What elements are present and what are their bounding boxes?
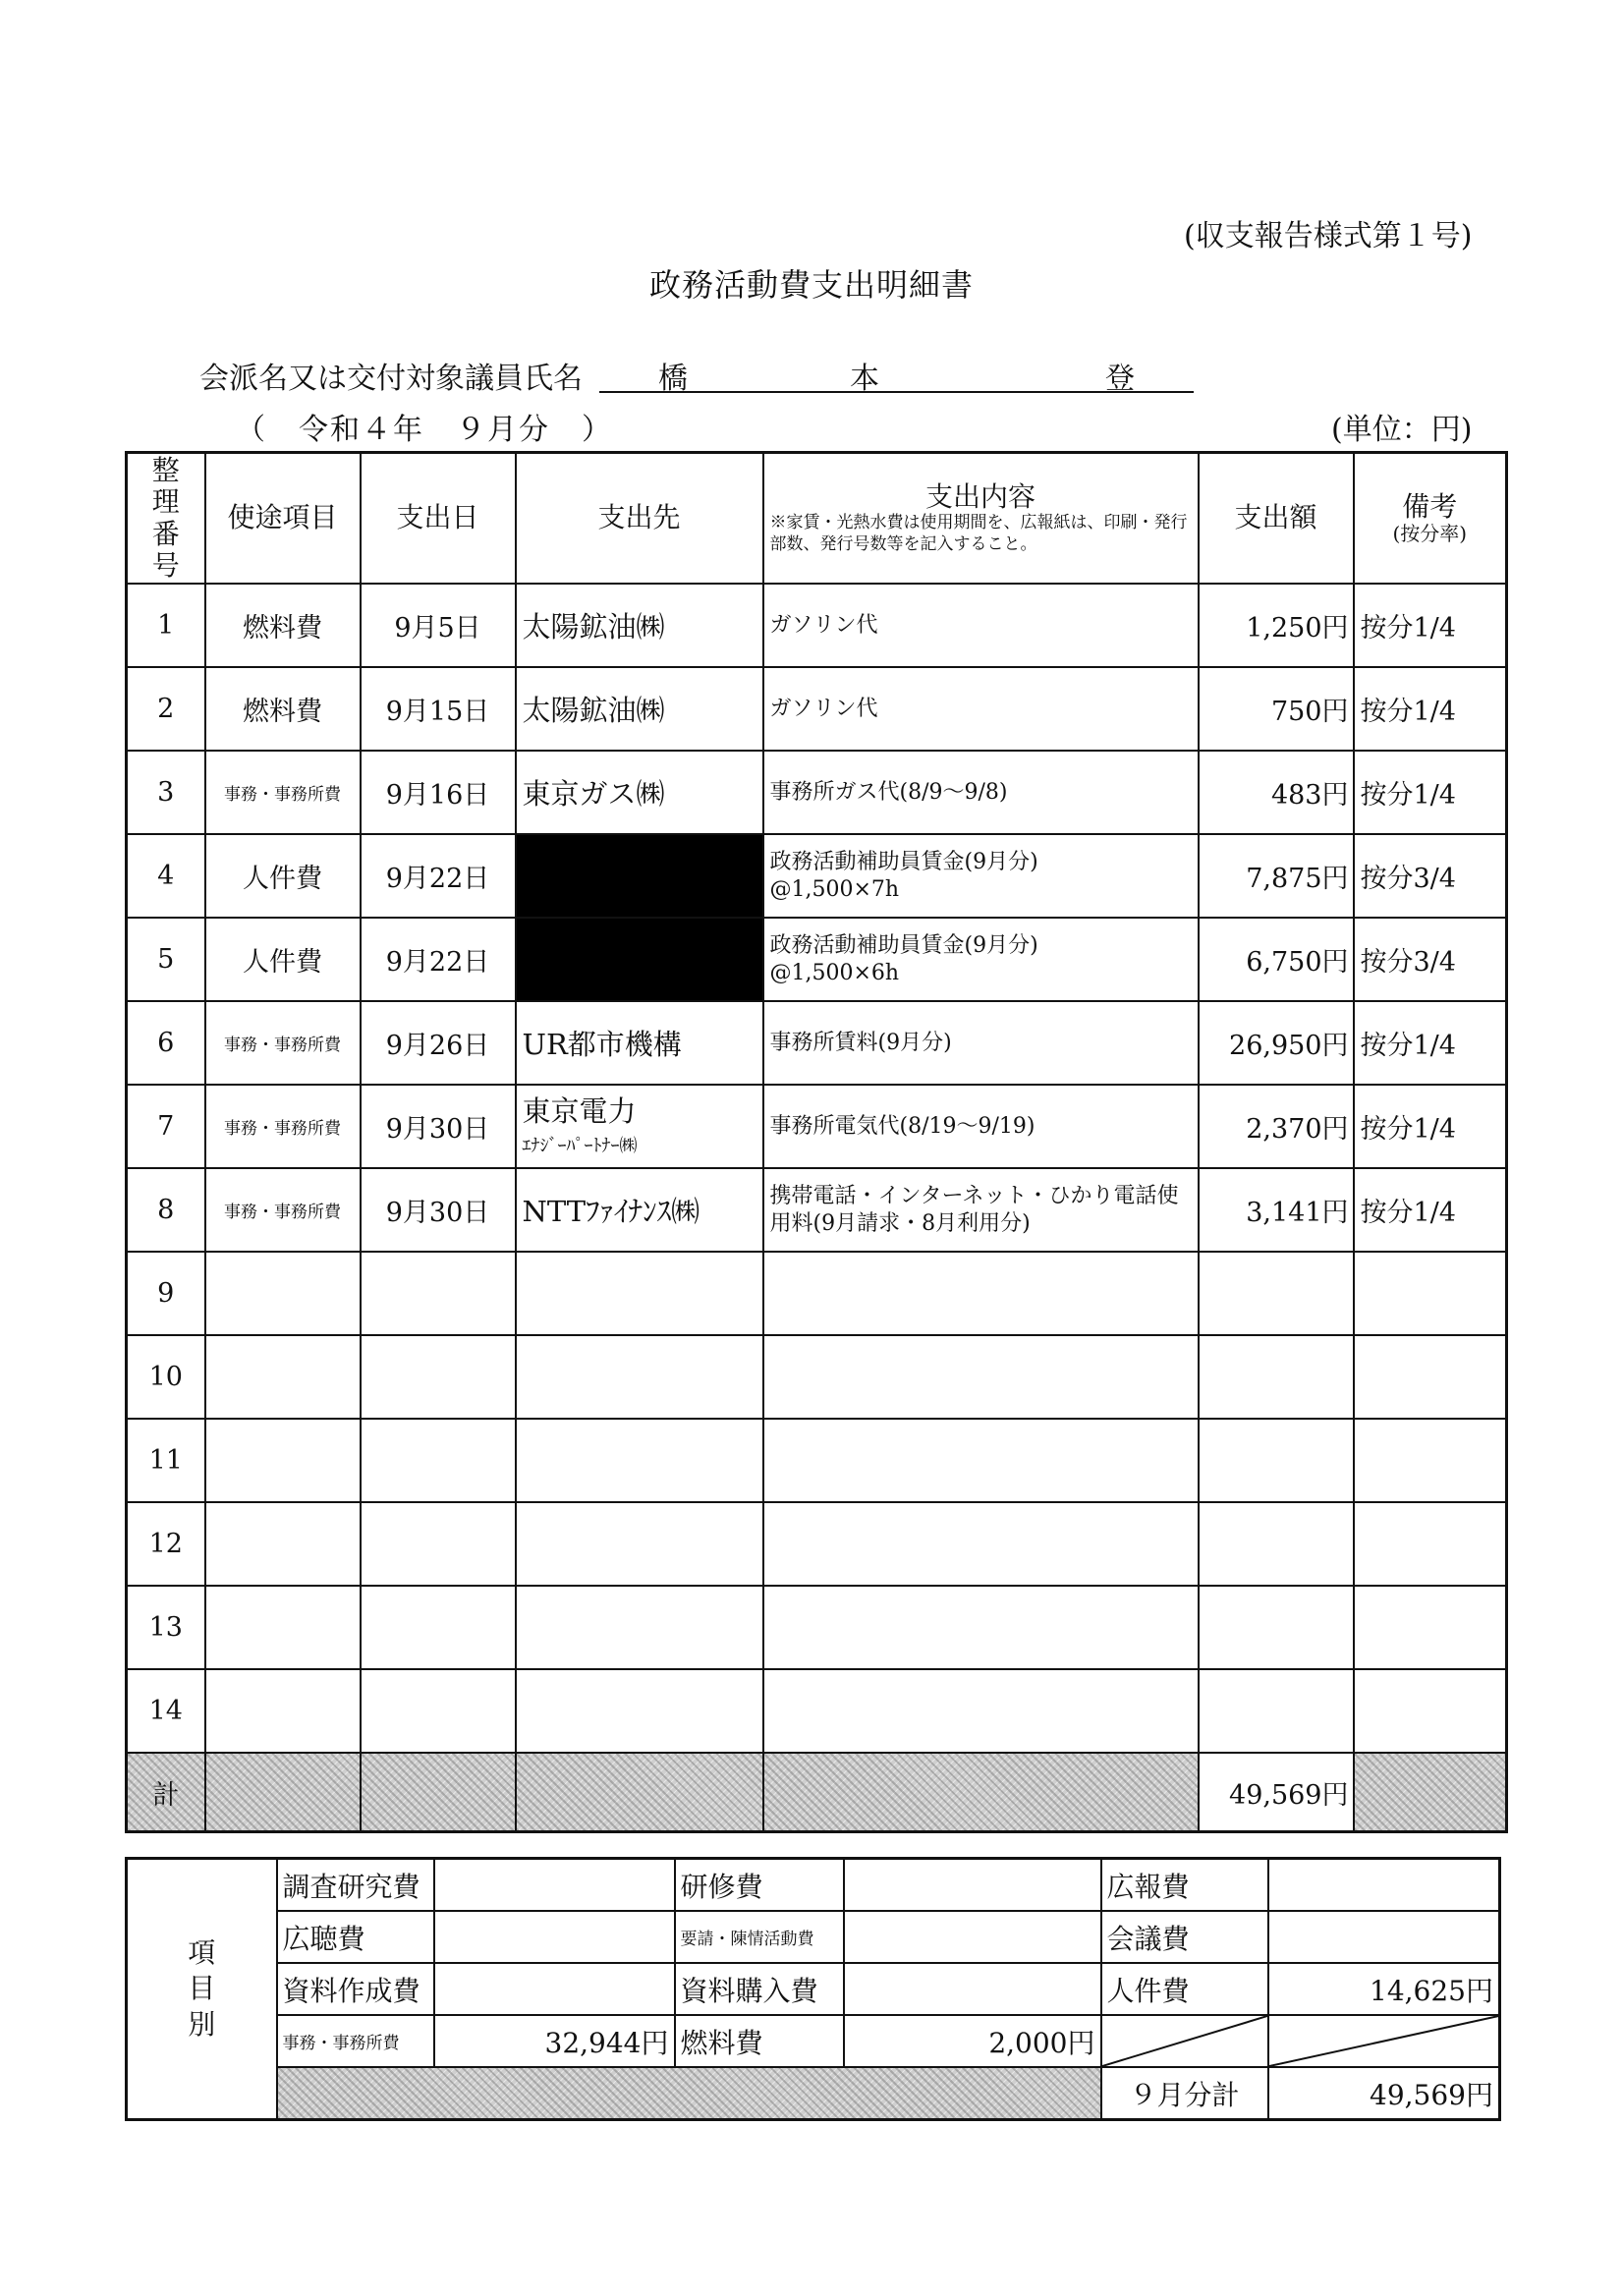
row-payee	[516, 1502, 763, 1586]
row-date: 9月5日	[361, 584, 516, 667]
row-category: 事務・事務所費	[205, 1085, 361, 1168]
row-payee	[516, 1586, 763, 1669]
table-row	[127, 751, 1507, 834]
row-amount: 2,370円	[1199, 1085, 1354, 1168]
summary-label: 広聴費	[277, 1911, 434, 1963]
table-header-row	[127, 453, 1507, 585]
row-content: 事務所賃料(9月分)	[763, 1001, 1199, 1085]
row-amount	[1199, 1669, 1354, 1753]
row-number: 12	[127, 1502, 205, 1586]
table-row	[127, 584, 1507, 667]
row-payee: UR都市機構	[516, 1001, 763, 1085]
diagonal-line	[1269, 2016, 1499, 2066]
summary-row	[127, 1963, 1500, 2015]
table-row	[127, 1085, 1507, 1168]
expense-table	[125, 451, 1508, 1833]
row-number: 2	[127, 667, 205, 751]
row-payee: NTTﾌｧｲﾅﾝｽ㈱	[516, 1168, 763, 1252]
representative-name	[599, 354, 1194, 396]
header-remarks	[1354, 453, 1507, 585]
summary-section-label: 項 目 別	[127, 1859, 277, 2120]
row-payee-name: 東京電力	[522, 1094, 637, 1129]
row-amount: 750円	[1199, 667, 1354, 751]
summary-label: 会議費	[1101, 1911, 1268, 1963]
summary-value: 14,625円	[1268, 1963, 1500, 2015]
row-remarks: 按分3/4	[1354, 834, 1507, 918]
row-payee	[516, 1419, 763, 1502]
row-category	[205, 1502, 361, 1586]
summary-value	[844, 1963, 1101, 2015]
table-row	[127, 1168, 1507, 1252]
header-content	[763, 453, 1199, 585]
table-row	[127, 918, 1507, 1001]
row-number: 13	[127, 1586, 205, 1669]
row-content: 政務活動補助員賃金(9月分) @1,500×6h	[763, 918, 1199, 1001]
row-date: 9月30日	[361, 1168, 516, 1252]
header-remarks-sub: (按分率)	[1392, 522, 1468, 546]
row-category: 人件費	[205, 834, 361, 918]
summary-row	[127, 1911, 1500, 1963]
header-amount: 支出額	[1199, 453, 1354, 585]
summary-value: 2,000円	[844, 2015, 1101, 2067]
row-content	[763, 1419, 1199, 1502]
row-amount: 483円	[1199, 751, 1354, 834]
row-amount	[1199, 1419, 1354, 1502]
summary-label: 事務・事務所費	[277, 2015, 434, 2067]
summary-value	[434, 1911, 675, 1963]
summary-shaded-cell	[277, 2067, 1101, 2120]
row-date: 9月22日	[361, 918, 516, 1001]
row-remarks	[1354, 1419, 1507, 1502]
representative-name-part: 本	[850, 362, 879, 396]
representative-name-part: 橋	[658, 362, 688, 396]
row-content: 事務所ガス代(8/9～9/8)	[763, 751, 1199, 834]
row-date	[361, 1335, 516, 1419]
row-date	[361, 1502, 516, 1586]
row-remarks: 按分1/4	[1354, 1168, 1507, 1252]
total-shaded-cell	[1354, 1753, 1507, 1832]
row-remarks	[1354, 1502, 1507, 1586]
header-content-note: ※家賃・光熱水費は使用期間を、広報紙は、印刷・発行部数、発行号数等を記入すること。	[769, 513, 1188, 554]
row-date	[361, 1252, 516, 1335]
row-content	[763, 1502, 1199, 1586]
total-row	[127, 1753, 1507, 1832]
table-row	[127, 1252, 1507, 1335]
row-amount: 7,875円	[1199, 834, 1354, 918]
row-amount: 1,250円	[1199, 584, 1354, 667]
row-number: 11	[127, 1419, 205, 1502]
summary-value	[844, 1859, 1101, 1912]
row-remarks	[1354, 1669, 1507, 1753]
row-category	[205, 1419, 361, 1502]
summary-row	[127, 1859, 1500, 1912]
row-remarks: 按分1/4	[1354, 667, 1507, 751]
row-remarks	[1354, 1586, 1507, 1669]
row-content	[763, 1586, 1199, 1669]
row-number: 9	[127, 1252, 205, 1335]
row-content: 携帯電話・インターネット・ひかり電話使用料(9月請求・8月利用分)	[763, 1168, 1199, 1252]
row-number: 6	[127, 1001, 205, 1085]
row-content	[763, 1669, 1199, 1753]
row-content: ガソリン代	[763, 584, 1199, 667]
row-number: 14	[127, 1669, 205, 1753]
total-shaded-cell	[205, 1753, 361, 1832]
row-content	[763, 1335, 1199, 1419]
table-row	[127, 1586, 1507, 1669]
row-category: 事務・事務所費	[205, 1001, 361, 1085]
row-payee: 太陽鉱油㈱	[516, 667, 763, 751]
row-category: 事務・事務所費	[205, 751, 361, 834]
row-category	[205, 1252, 361, 1335]
row-payee	[516, 1335, 763, 1419]
row-number: 3	[127, 751, 205, 834]
document-title: 政務活動費支出明細書	[648, 266, 974, 304]
monthly-total-label: ９月分計	[1101, 2067, 1268, 2120]
row-amount	[1199, 1252, 1354, 1335]
row-remarks: 按分3/4	[1354, 918, 1507, 1001]
row-remarks	[1354, 1252, 1507, 1335]
row-category	[205, 1669, 361, 1753]
row-amount: 6,750円	[1199, 918, 1354, 1001]
row-payee: 太陽鉱油㈱	[516, 584, 763, 667]
row-remarks: 按分1/4	[1354, 1001, 1507, 1085]
summary-label: 燃料費	[675, 2015, 844, 2067]
header-payee: 支出先	[516, 453, 763, 585]
summary-value	[1268, 1859, 1500, 1912]
row-number: 10	[127, 1335, 205, 1419]
diagonal-line	[1102, 2016, 1267, 2066]
row-payee: 東京ガス㈱	[516, 751, 763, 834]
row-remarks	[1354, 1335, 1507, 1419]
summary-value	[434, 1859, 675, 1912]
total-label: 計	[127, 1753, 205, 1832]
summary-diagonal-cell	[1101, 2015, 1268, 2067]
row-category: 燃料費	[205, 584, 361, 667]
summary-label: 調査研究費	[277, 1859, 434, 1912]
summary-total-row	[127, 2067, 1500, 2120]
row-amount	[1199, 1502, 1354, 1586]
row-date	[361, 1586, 516, 1669]
row-number: 5	[127, 918, 205, 1001]
summary-label: 資料作成費	[277, 1963, 434, 2015]
table-row	[127, 1335, 1507, 1419]
row-date: 9月22日	[361, 834, 516, 918]
row-content: 事務所電気代(8/19～9/19)	[763, 1085, 1199, 1168]
summary-row	[127, 2015, 1500, 2067]
summary-label: 要請・陳情活動費	[675, 1911, 844, 1963]
header-remarks-title: 備考	[1402, 489, 1458, 523]
row-number: 8	[127, 1168, 205, 1252]
representative-label: 会派名又は交付対象議員氏名	[199, 362, 583, 396]
representative-name-part: 登	[1105, 362, 1135, 396]
row-amount	[1199, 1586, 1354, 1669]
monthly-total-value: 49,569円	[1268, 2067, 1500, 2120]
row-remarks: 按分1/4	[1354, 1085, 1507, 1168]
row-payee-sub: ｴﾅｼﾞｰﾊﾟｰﾄﾅｰ㈱	[522, 1135, 638, 1156]
row-date: 9月26日	[361, 1001, 516, 1085]
table-row	[127, 1001, 1507, 1085]
row-remarks: 按分1/4	[1354, 584, 1507, 667]
table-row	[127, 667, 1507, 751]
summary-value	[844, 1911, 1101, 1963]
form-number: (収支報告様式第１号)	[1184, 219, 1473, 253]
row-category	[205, 1586, 361, 1669]
row-content: ガソリン代	[763, 667, 1199, 751]
row-category: 燃料費	[205, 667, 361, 751]
row-number: 7	[127, 1085, 205, 1168]
total-amount: 49,569円	[1199, 1753, 1354, 1832]
row-content	[763, 1252, 1199, 1335]
summary-label: 人件費	[1101, 1963, 1268, 2015]
row-category	[205, 1335, 361, 1419]
row-date	[361, 1419, 516, 1502]
summary-value	[1268, 1911, 1500, 1963]
summary-label: 資料購入費	[675, 1963, 844, 2015]
summary-diagonal-cell	[1268, 2015, 1500, 2067]
total-shaded-cell	[763, 1753, 1199, 1832]
table-row	[127, 1419, 1507, 1502]
summary-label: 広報費	[1101, 1859, 1268, 1912]
row-date: 9月30日	[361, 1085, 516, 1168]
row-category: 人件費	[205, 918, 361, 1001]
row-payee	[516, 1085, 763, 1168]
table-row	[127, 1502, 1507, 1586]
header-no: 整理番号	[127, 453, 205, 585]
row-payee	[516, 1669, 763, 1753]
header-date: 支出日	[361, 453, 516, 585]
total-shaded-cell	[516, 1753, 763, 1832]
row-payee-redacted	[516, 918, 763, 1001]
report-period: （ 令和４年 ９月分 ）	[236, 413, 613, 447]
row-category: 事務・事務所費	[205, 1168, 361, 1252]
summary-value: 32,944円	[434, 2015, 675, 2067]
table-row	[127, 1669, 1507, 1753]
row-date: 9月16日	[361, 751, 516, 834]
row-date	[361, 1669, 516, 1753]
row-number: 4	[127, 834, 205, 918]
unit-label: (単位：円)	[1331, 413, 1473, 447]
summary-value	[434, 1963, 675, 2015]
total-shaded-cell	[361, 1753, 516, 1832]
summary-table	[125, 1857, 1501, 2121]
row-number: 1	[127, 584, 205, 667]
row-payee	[516, 1252, 763, 1335]
row-amount: 26,950円	[1199, 1001, 1354, 1085]
row-amount: 3,141円	[1199, 1168, 1354, 1252]
summary-label: 研修費	[675, 1859, 844, 1912]
header-category: 使途項目	[205, 453, 361, 585]
row-date: 9月15日	[361, 667, 516, 751]
header-content-title: 支出内容	[924, 480, 1035, 514]
row-remarks: 按分1/4	[1354, 751, 1507, 834]
row-content: 政務活動補助員賃金(9月分) @1,500×7h	[763, 834, 1199, 918]
row-payee-redacted	[516, 834, 763, 918]
table-row	[127, 834, 1507, 918]
row-amount	[1199, 1335, 1354, 1419]
